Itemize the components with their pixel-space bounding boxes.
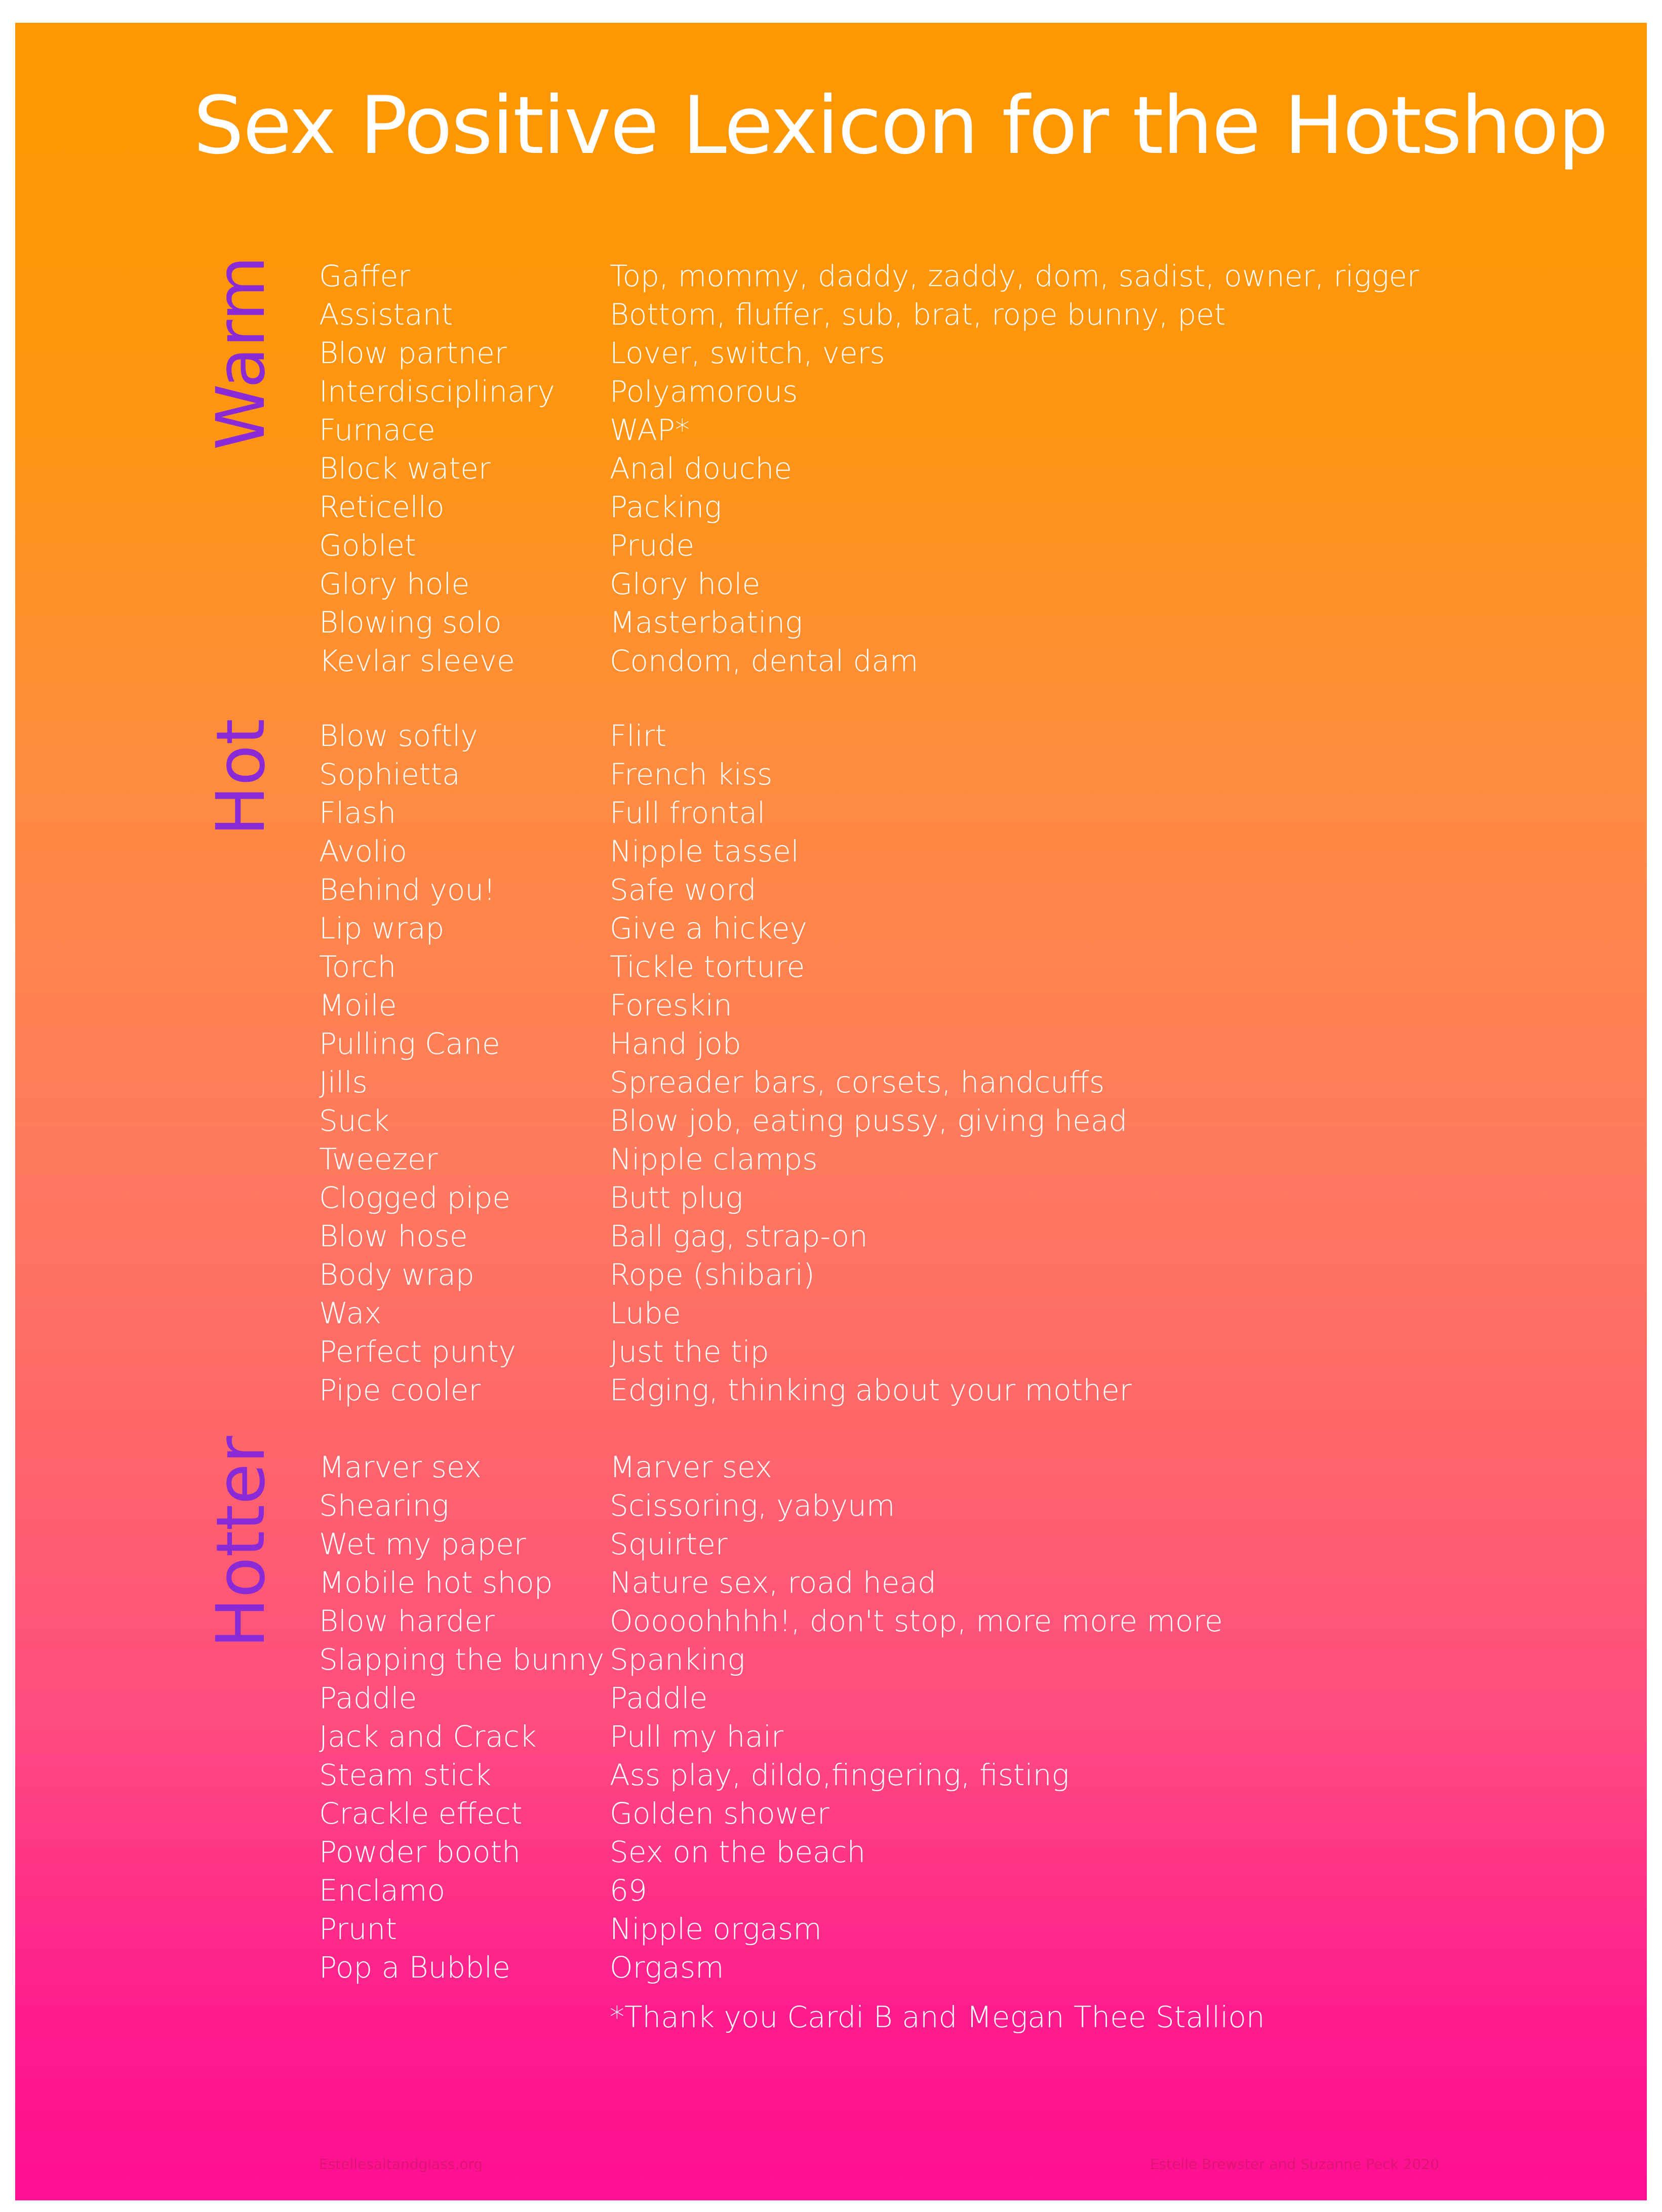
list-item [15, 1448, 1647, 1486]
term: Powder booth [319, 1835, 521, 1869]
term: Moile [319, 988, 397, 1022]
term: Blow partner [319, 336, 507, 370]
meaning: Ooooohhhh!, don't stop, more more more [610, 1604, 1223, 1638]
term: Kevlar sleeve [319, 644, 515, 678]
term: Sophietta [319, 757, 460, 792]
meaning: Nipple orgasm [610, 1912, 822, 1946]
list-item [15, 1024, 1647, 1063]
meaning: Sex on the beach [610, 1835, 866, 1869]
list-item [15, 334, 1647, 372]
term: Blow hose [319, 1219, 468, 1253]
meaning: Lube [610, 1296, 681, 1330]
term: Jack and Crack [319, 1719, 537, 1754]
list-item [15, 1525, 1647, 1563]
term: Paddle [319, 1681, 417, 1715]
meaning: Flirt [610, 719, 667, 753]
meaning: Prude [610, 528, 695, 563]
list-item [15, 909, 1647, 947]
meaning: 69 [610, 1873, 647, 1908]
term: Glory hole [319, 567, 470, 601]
meaning: Nature sex, road head [610, 1565, 936, 1600]
term: Blow softly [319, 719, 478, 753]
list-item [15, 1486, 1647, 1525]
term: Shearing [319, 1488, 449, 1523]
term: Steam stick [319, 1758, 492, 1792]
list-item [15, 449, 1647, 488]
list-item [15, 1640, 1647, 1679]
meaning: Foreskin [610, 988, 732, 1022]
list-item [15, 1063, 1647, 1101]
meaning: French kiss [610, 757, 773, 792]
list-item [15, 1794, 1647, 1833]
list-item [15, 794, 1647, 832]
list-item [15, 1756, 1647, 1794]
term: Tweezer [319, 1142, 438, 1176]
term: Torch [319, 950, 397, 984]
meaning: Marver sex [610, 1450, 772, 1484]
meaning: Spreader bars, corsets, handcuffs [610, 1065, 1105, 1099]
term: Flash [319, 796, 396, 830]
meaning: Lover, switch, vers [610, 336, 885, 370]
list-item [15, 1563, 1647, 1602]
list-item [15, 1948, 1647, 1987]
list-item [15, 1717, 1647, 1756]
meaning: Scissoring, yabyum [610, 1488, 895, 1523]
term: Pulling Cane [319, 1026, 500, 1061]
meaning: Squirter [610, 1527, 728, 1561]
list-item [15, 1294, 1647, 1332]
footnote: *Thank you Cardi B and Megan Thee Stallion [610, 2000, 1265, 2034]
list-item [15, 411, 1647, 449]
meaning: Nipple tassel [610, 834, 799, 868]
meaning: Bottom, fluffer, sub, brat, rope bunny, pet [610, 297, 1226, 332]
term: Furnace [319, 413, 436, 447]
term: Avolio [319, 834, 407, 868]
list-item [15, 1178, 1647, 1217]
meaning: Full frontal [610, 796, 766, 830]
term: Blow harder [319, 1604, 495, 1638]
term: Wet my paper [319, 1527, 526, 1561]
term: Mobile hot shop [319, 1565, 553, 1600]
meaning: Just the tip [610, 1334, 769, 1369]
list-item [15, 1371, 1647, 1409]
list-item [15, 1140, 1647, 1178]
meaning: Polyamorous [610, 374, 798, 409]
list-item [15, 1602, 1647, 1640]
meaning: Give a hickey [610, 911, 807, 945]
list-item [15, 642, 1647, 680]
list-item [15, 565, 1647, 603]
list-item [15, 717, 1647, 755]
term: Interdisciplinary [319, 374, 555, 409]
section-label-warm: Warm [202, 256, 280, 450]
list-item [15, 871, 1647, 909]
term: Gaffer [319, 259, 410, 293]
meaning: Ball gag, strap-on [610, 1219, 868, 1253]
meaning: Spanking [610, 1642, 745, 1677]
list-item [15, 526, 1647, 565]
term: Pipe cooler [319, 1373, 481, 1407]
list-item [15, 295, 1647, 334]
term: Block water [319, 451, 491, 486]
meaning: Blow job, eating pussy, giving head [610, 1103, 1128, 1138]
term: Perfect punty [319, 1334, 517, 1369]
list-item [15, 1679, 1647, 1717]
term: Prunt [319, 1912, 398, 1946]
list-item [15, 1910, 1647, 1948]
list-item [15, 603, 1647, 642]
meaning: Tickle torture [610, 950, 805, 984]
meaning: Top, mommy, daddy, zaddy, dom, sadist, owner, rigger [610, 259, 1419, 293]
meaning: Golden shower [610, 1796, 829, 1831]
meaning: WAP* [610, 413, 690, 447]
meaning: Glory hole [610, 567, 761, 601]
list-item [15, 1217, 1647, 1255]
meaning: Anal douche [610, 451, 792, 486]
list-item [15, 1255, 1647, 1294]
term: Slapping the bunny [319, 1642, 605, 1677]
term: Jills [319, 1065, 368, 1099]
meaning: Condom, dental dam [610, 644, 919, 678]
meaning: Edging, thinking about your mother [610, 1373, 1132, 1407]
list-item [15, 1871, 1647, 1910]
list-item [15, 832, 1647, 871]
term: Body wrap [319, 1257, 474, 1292]
meaning: Safe word [610, 873, 757, 907]
term: Assistant [319, 297, 453, 332]
list-item [15, 257, 1647, 295]
list-item [15, 986, 1647, 1024]
term: Marver sex [319, 1450, 482, 1484]
meaning: Nipple clamps [610, 1142, 818, 1176]
list-item [15, 1332, 1647, 1371]
term: Reticello [319, 490, 445, 524]
term: Crackle effect [319, 1796, 523, 1831]
term: Behind you! [319, 873, 496, 907]
meaning: Packing [610, 490, 722, 524]
term: Lip wrap [319, 911, 445, 945]
list-item [15, 947, 1647, 986]
term: Enclamo [319, 1873, 445, 1908]
section-label-hotter: Hotter [202, 1436, 280, 1648]
meaning: Hand job [610, 1026, 741, 1061]
list-item [15, 1101, 1647, 1140]
poster [15, 23, 1647, 2200]
term: Blowing solo [319, 605, 502, 640]
meaning: Orgasm [610, 1950, 724, 1985]
list-item [15, 1833, 1647, 1871]
meaning: Rope (shibari) [610, 1257, 815, 1292]
meaning: Pull my hair [610, 1719, 783, 1754]
page-title: Sex Positive Lexicon for the Hotshop [193, 80, 1608, 172]
meaning: Masterbating [610, 605, 803, 640]
term: Clogged pipe [319, 1180, 511, 1215]
meaning: Ass play, dildo,fingering, fisting [610, 1758, 1070, 1792]
meaning: Butt plug [610, 1180, 743, 1215]
list-item [15, 755, 1647, 794]
credit-authors: Estelle Brewster and Suzanne Peck 2020 [1150, 2156, 1439, 2172]
credit-website: Estellesaltandglass.org [319, 2156, 483, 2172]
term: Pop a Bubble [319, 1950, 510, 1985]
meaning: Paddle [610, 1681, 708, 1715]
term: Wax [319, 1296, 382, 1330]
section-label-hot: Hot [202, 719, 280, 836]
term: Suck [319, 1103, 390, 1138]
list-item [15, 488, 1647, 526]
list-item [15, 372, 1647, 411]
term: Goblet [319, 528, 416, 563]
